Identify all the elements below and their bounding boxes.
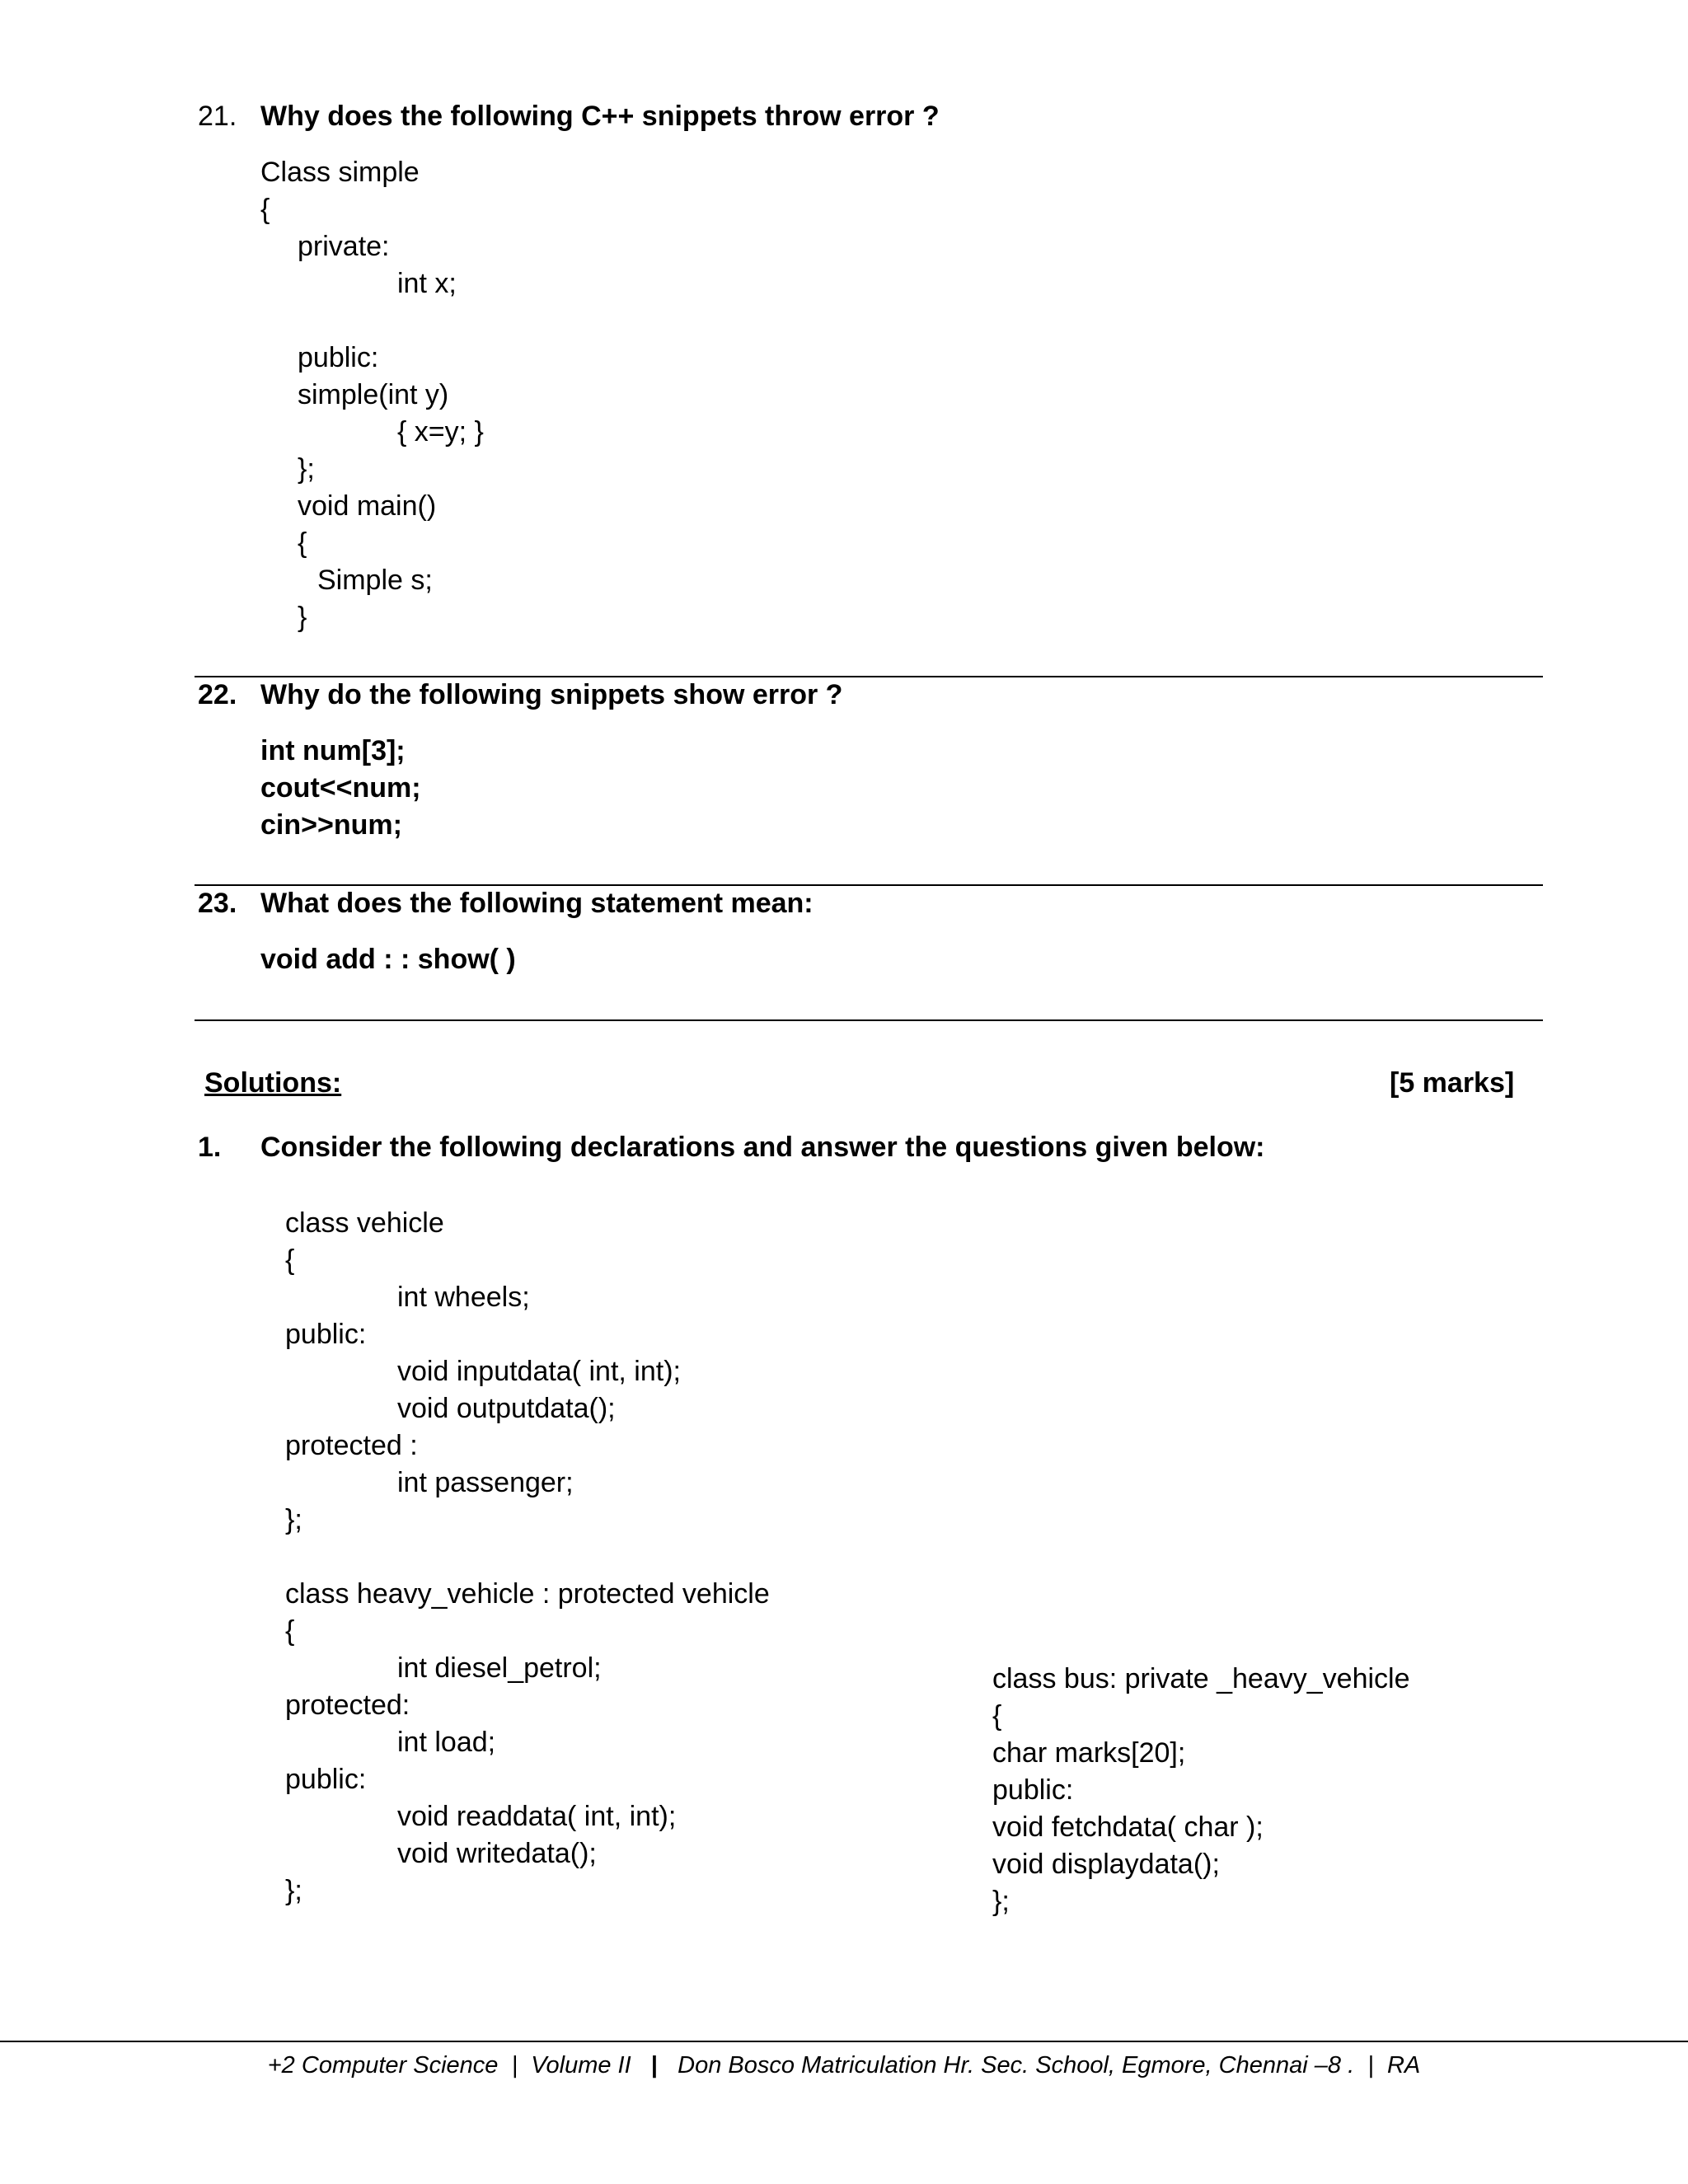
code-line: public: bbox=[298, 342, 379, 373]
footer-divider bbox=[0, 2041, 1688, 2042]
code-line: { bbox=[298, 527, 307, 559]
question-text: What does the following statement mean: bbox=[260, 888, 814, 919]
code-line: protected : bbox=[285, 1430, 418, 1461]
divider bbox=[195, 676, 1543, 677]
code-line: }; bbox=[285, 1504, 302, 1535]
code-line: void add : : show( ) bbox=[260, 944, 516, 975]
code-line: int load; bbox=[397, 1727, 496, 1758]
code-line: }; bbox=[285, 1875, 302, 1906]
code-line: void displaydata(); bbox=[992, 1849, 1220, 1880]
code-line: void readdata( int, int); bbox=[397, 1801, 677, 1832]
question-text: Why does the following C++ snippets throw error ? bbox=[260, 101, 940, 132]
code-line: simple(int y) bbox=[298, 379, 449, 410]
divider bbox=[195, 1019, 1543, 1021]
footer-school: Don Bosco Matriculation Hr. Sec. School, Egmore, Chennai –8 . bbox=[678, 2052, 1355, 2079]
code-line: { bbox=[992, 1700, 1002, 1732]
divider bbox=[195, 884, 1543, 886]
code-line: int wheels; bbox=[397, 1282, 530, 1313]
code-line: cout<<num; bbox=[260, 772, 421, 804]
code-line: int num[3]; bbox=[260, 735, 406, 766]
code-line: { x=y; } bbox=[397, 416, 484, 448]
code-line: Class simple bbox=[260, 157, 420, 188]
code-line: protected: bbox=[285, 1690, 410, 1721]
question-number: 23. bbox=[198, 888, 237, 919]
code-line: void fetchdata( char ); bbox=[992, 1811, 1264, 1843]
code-line: void inputdata( int, int); bbox=[397, 1356, 681, 1387]
code-line: public: bbox=[285, 1764, 367, 1795]
page-footer bbox=[0, 2052, 1688, 2079]
code-line: } bbox=[298, 602, 307, 633]
code-line: int passenger; bbox=[397, 1467, 574, 1498]
code-line: Simple s; bbox=[317, 565, 433, 596]
code-line: { bbox=[285, 1615, 295, 1647]
question-number: 21. bbox=[198, 101, 237, 132]
code-line: { bbox=[285, 1244, 295, 1276]
code-line: private: bbox=[298, 231, 390, 262]
solutions-heading: Solutions: bbox=[204, 1067, 342, 1099]
question-text: Consider the following declarations and answer the questions given below: bbox=[260, 1132, 1265, 1163]
code-line: void main() bbox=[298, 490, 437, 522]
code-line: cin>>num; bbox=[260, 809, 402, 841]
footer-course: +2 Computer Science bbox=[267, 2052, 499, 2079]
code-line: class vehicle bbox=[285, 1207, 444, 1239]
code-line: }; bbox=[298, 453, 315, 485]
question-number: 1. bbox=[198, 1132, 222, 1163]
question-number: 22. bbox=[198, 679, 237, 710]
code-line: void writedata(); bbox=[397, 1838, 597, 1869]
code-line: int x; bbox=[397, 268, 457, 299]
code-line: char marks[20]; bbox=[992, 1737, 1186, 1769]
code-line: public: bbox=[285, 1319, 367, 1350]
footer-separator: | bbox=[1367, 2052, 1374, 2079]
footer-separator: | bbox=[511, 2052, 518, 2079]
code-line: }; bbox=[992, 1886, 1010, 1917]
marks-label: [5 marks] bbox=[1390, 1067, 1515, 1099]
code-line: public: bbox=[992, 1774, 1074, 1806]
code-line: class heavy_vehicle : protected vehicle bbox=[285, 1578, 770, 1610]
footer-separator: | bbox=[650, 2052, 658, 2079]
footer-initials: RA bbox=[1386, 2052, 1421, 2079]
code-line: class bus: private _heavy_vehicle bbox=[992, 1663, 1410, 1694]
code-line: { bbox=[260, 194, 270, 225]
question-text: Why do the following snippets show error ? bbox=[260, 679, 843, 710]
code-line: void outputdata(); bbox=[397, 1393, 616, 1424]
code-line: int diesel_petrol; bbox=[397, 1652, 602, 1684]
footer-volume: Volume II bbox=[531, 2052, 631, 2079]
